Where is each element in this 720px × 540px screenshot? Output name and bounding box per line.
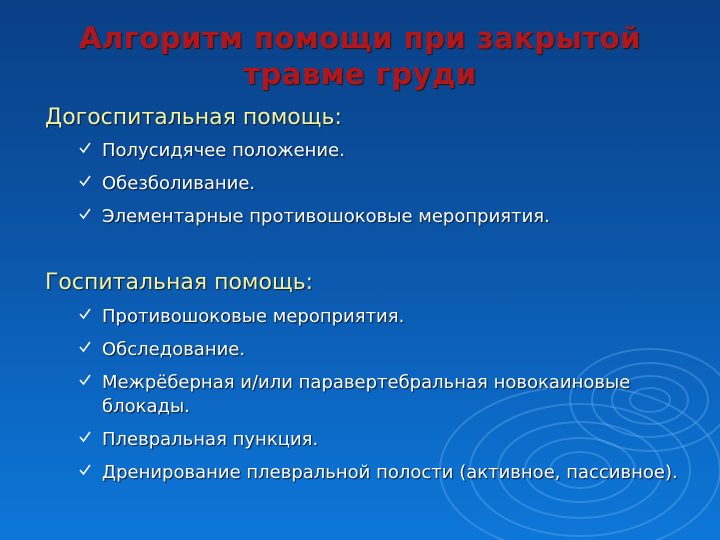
list-item (78, 205, 678, 229)
check-bullet-icon (78, 463, 92, 477)
hospital-list (78, 305, 678, 494)
list-item (78, 305, 678, 329)
check-bullet-icon (78, 207, 92, 221)
list-item (78, 428, 678, 452)
check-bullet-icon (78, 174, 92, 188)
list-item (78, 172, 678, 196)
list-item (78, 338, 678, 362)
prehospital-heading: Догоспитальная помощь: (45, 105, 342, 130)
list-item (78, 461, 678, 485)
hospital-heading: Госпитальная помощь: (45, 270, 314, 295)
check-bullet-icon (78, 430, 92, 444)
list-item-text: Дренирование плевральной полости (активное, пассивное). (102, 462, 678, 483)
list-item (78, 371, 678, 419)
list-item-text: Элементарные противошоковые мероприятия. (102, 206, 550, 227)
list-item-text: Противошоковые мероприятия. (102, 306, 405, 327)
prehospital-list (78, 139, 678, 238)
list-item-text: Межрёберная и/или паравертебральная новокаиновые блокады. (102, 372, 631, 417)
list-item-text: Обследование. (102, 339, 246, 360)
list-item-text: Полусидячее положение. (102, 140, 345, 161)
list-item-text: Плевральная пункция. (102, 429, 319, 450)
check-bullet-icon (78, 373, 92, 387)
check-bullet-icon (78, 340, 92, 354)
list-item (78, 139, 678, 163)
check-bullet-icon (78, 307, 92, 321)
list-item-text: Обезболивание. (102, 173, 256, 194)
slide-title: Алгоритм помощи при закрытой травме груди (79, 21, 641, 91)
check-bullet-icon (78, 141, 92, 155)
